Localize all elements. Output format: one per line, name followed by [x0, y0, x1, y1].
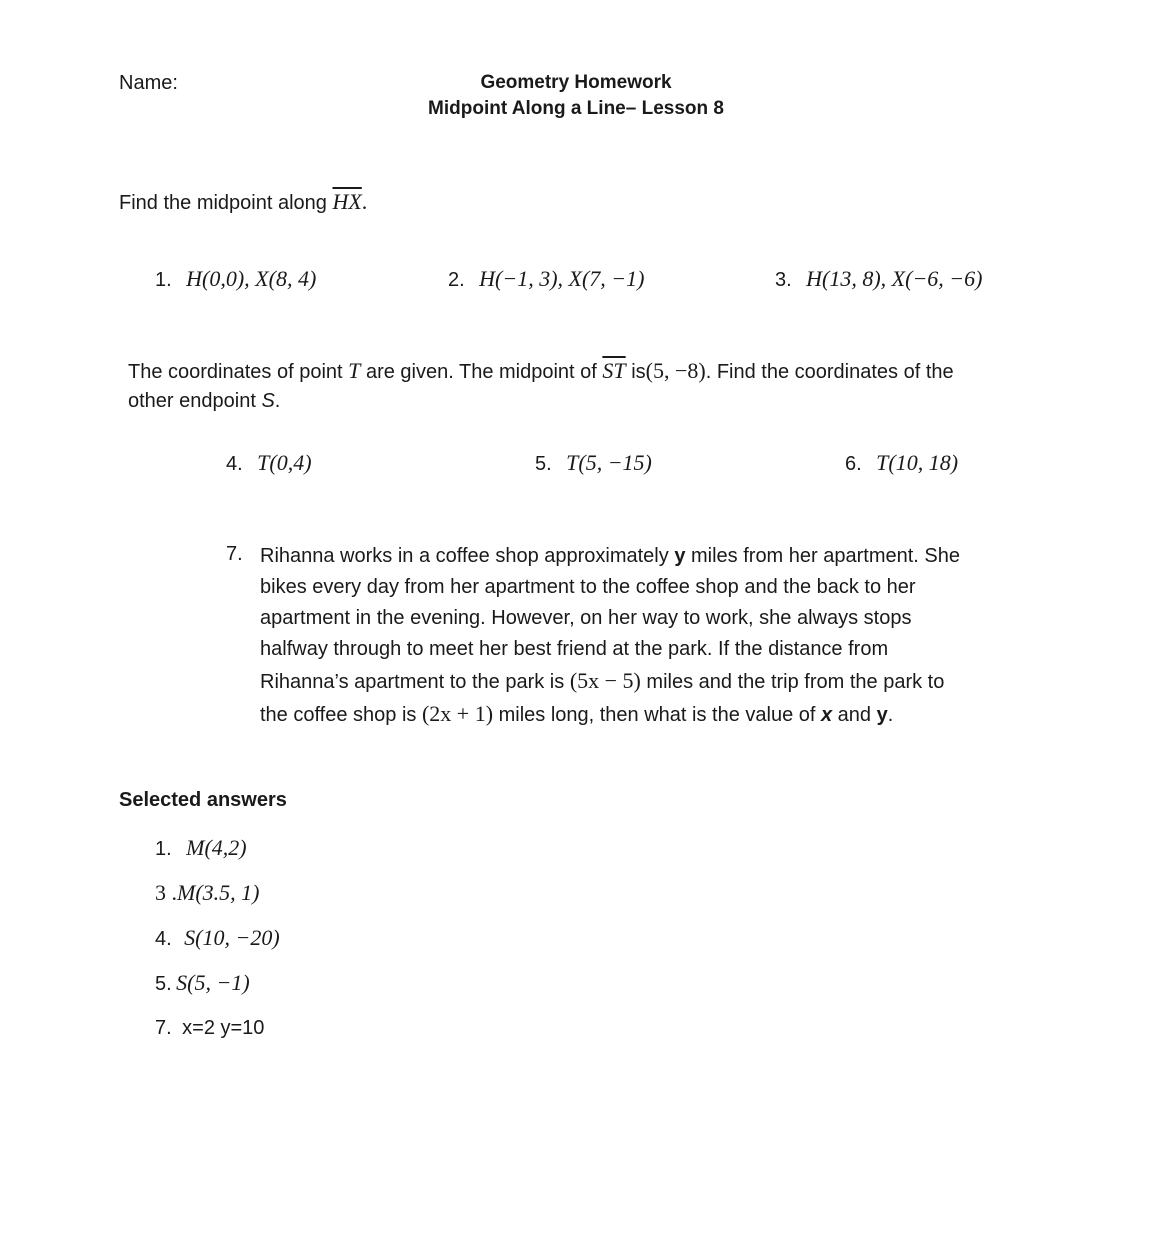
problem-expression: T(10, 18) — [876, 450, 959, 475]
text: other endpoint — [128, 390, 262, 412]
problem-7-line: bikes every day from her apartment to the coffee shop and the back to her — [260, 576, 916, 598]
text: the coffee shop is — [260, 704, 422, 726]
point-t: T — [348, 358, 361, 383]
answer-number: 3 . — [155, 880, 177, 905]
answer-value: M(3.5, 1) — [177, 880, 260, 905]
answers-heading: Selected answers — [119, 789, 287, 811]
problem-6 — [845, 450, 958, 476]
text: . Find the coordinates of the — [705, 361, 954, 383]
answer-number: 4. — [155, 928, 172, 950]
problem-number: 2. — [448, 269, 465, 291]
text: Rihanna works in a coffee shop approximately — [260, 545, 675, 567]
instruction-suffix: . — [361, 189, 368, 214]
var-y: y — [674, 545, 686, 567]
text: is — [625, 361, 646, 383]
instruction-prefix: Find the midpoint along — [119, 192, 333, 214]
problem-7-line — [260, 541, 960, 572]
answer-value: x=2 y=10 — [182, 1017, 265, 1039]
text: . — [887, 704, 894, 726]
text: miles from her apartment. She — [685, 545, 960, 567]
problem-number: 5. — [535, 453, 552, 475]
var-y: y — [876, 704, 888, 726]
problem-2 — [448, 266, 644, 292]
problem-7-line: halfway through to meet her best friend at the park. If the distance from — [260, 638, 889, 660]
answer-number: 1. — [155, 838, 172, 860]
problem-7-line — [260, 665, 960, 698]
page-title: Geometry Homework — [480, 72, 672, 93]
section2-instruction-line2 — [128, 390, 280, 413]
problem-expression: H(0,0), X(8, 4) — [186, 266, 317, 291]
answer-number: 7. — [155, 1017, 172, 1039]
point-s: S — [261, 390, 275, 412]
expr-5x-minus-5: (5x − 5) — [569, 668, 641, 693]
problem-expression: H(13, 8), X(−6, −6) — [806, 266, 983, 291]
problem-number: 4. — [226, 453, 243, 475]
section1-instruction — [119, 189, 367, 215]
problem-4 — [226, 450, 312, 476]
answer-5 — [155, 970, 250, 996]
page-subtitle: Midpoint Along a Line– Lesson 8 — [428, 98, 724, 119]
answer-3 — [155, 880, 259, 906]
answer-4 — [155, 925, 280, 951]
answer-value: M(4,2) — [186, 835, 247, 860]
expr-2x-plus-1: (2x + 1) — [421, 701, 494, 726]
problem-7-number: 7. — [226, 543, 243, 565]
answer-7 — [155, 1017, 264, 1040]
midpoint-value: (5, −8) — [645, 358, 706, 383]
text: Rihanna’s apartment to the park is — [260, 671, 570, 693]
answer-value: S(5, −1) — [176, 970, 250, 995]
var-x: x — [821, 704, 833, 726]
segment-hx: $\overline{HX}$ — [332, 189, 362, 214]
text: The coordinates of point — [128, 361, 349, 383]
answer-1 — [155, 835, 247, 861]
section2-instruction-line1 — [128, 358, 954, 384]
problem-expression: H(−1, 3), X(7, −1) — [479, 266, 645, 291]
problem-expression: T(5, −15) — [566, 450, 652, 475]
problem-number: 1. — [155, 269, 172, 291]
text: miles and the trip from the park to — [640, 671, 945, 693]
problem-1 — [155, 266, 316, 292]
answer-value: S(10, −20) — [184, 925, 280, 950]
text: are given. The midpoint of — [360, 361, 603, 383]
answer-number: 5. — [155, 973, 172, 995]
text: miles long, then what is the value of — [493, 704, 821, 726]
problem-expression: T(0,4) — [257, 450, 312, 475]
problem-number: 6. — [845, 453, 862, 475]
problem-5 — [535, 450, 652, 476]
problem-number: 3. — [775, 269, 792, 291]
problem-7-text — [260, 541, 960, 731]
text: and — [832, 704, 877, 726]
problem-7-line — [260, 698, 960, 731]
problem-3 — [775, 266, 982, 292]
segment-st: $\overline{ST}$ — [602, 358, 626, 383]
problem-7-line: apartment in the evening. However, on her way to work, she always stops — [260, 607, 912, 629]
text: . — [274, 390, 281, 412]
name-label: Name: — [119, 72, 178, 94]
